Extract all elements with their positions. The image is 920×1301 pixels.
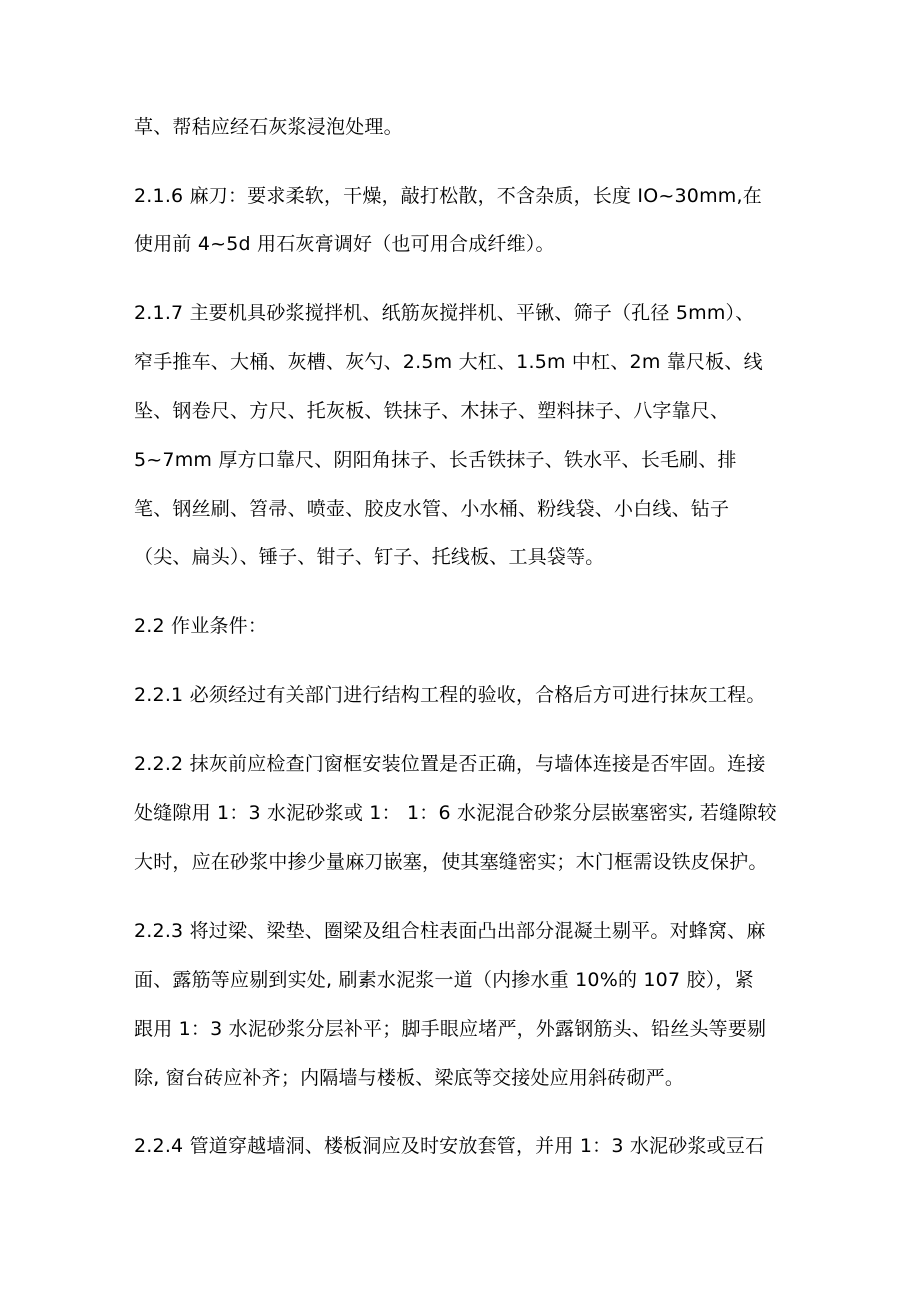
text-line: 2.2.1 必须经过有关部门进行结构工程的验收，合格后方可进行抹灰工程。 bbox=[134, 684, 766, 706]
text-line: 草、帮秸应经石灰浆浸泡处理。 bbox=[134, 116, 403, 138]
text-line: 面、露筋等应剔到实处, 刷素水泥浆一道（内掺水重 10%的 107 胶），紧 bbox=[134, 969, 754, 991]
text-line: 5~7mm 厚方口靠尺、阴阳角抹子、长舌铁抹子、铁水平、长毛刷、排 bbox=[134, 449, 737, 471]
text-line: 处缝隙用 1：3 水泥砂浆或 1： 1：6 水泥混合砂浆分层嵌塞密实, 若缝隙较 bbox=[134, 802, 777, 824]
text-line: 2.2.2 抹灰前应检查门窗框安装位置是否正确，与墙体连接是否牢固。连接 bbox=[134, 753, 766, 775]
text-line: 坠、钢卷尺、方尺、托灰板、铁抹子、木抹子、塑料抹子、八字靠尺、 bbox=[134, 400, 730, 422]
text-line: 2.2.3 将过梁、梁垫、圈梁及组合柱表面凸出部分混凝土剔平。对蜂窝、麻 bbox=[134, 920, 766, 942]
text-line: 除, 窗台砖应补齐；内隔墙与楼板、梁底等交接处应用斜砖砌严。 bbox=[134, 1067, 685, 1089]
section-heading: 2.2 作业条件： bbox=[134, 615, 268, 637]
text-line: 跟用 1：3 水泥砂浆分层补平；脚手眼应堵严，外露钢筋头、铅丝头等要剔 bbox=[134, 1018, 767, 1040]
text-line: （尖、扁头）、锤子、钳子、钉子、托线板、工具袋等。 bbox=[134, 546, 605, 568]
text-line: 2.1.6 麻刀：要求柔软，干燥，敲打松散，不含杂质，长度 IO~30mm,在 bbox=[134, 185, 762, 207]
text-line: 大时，应在砂浆中掺少量麻刀嵌塞，使其塞缝密实；木门框需设铁皮保护。 bbox=[134, 851, 768, 873]
text-line: 2.2.4 管道穿越墙洞、楼板洞应及时安放套管，并用 1：3 水泥砂浆或豆石 bbox=[134, 1135, 765, 1157]
text-line: 2.1.7 主要机具砂浆搅拌机、纸筋灰搅拌机、平锹、筛子（孔径 5mm）、 bbox=[134, 302, 755, 324]
text-line: 窄手推车、大桶、灰槽、灰勺、2.5m 大杠、1.5m 中杠、2m 靠尺板、线 bbox=[134, 351, 763, 373]
text-line: 笔、钢丝刷、笤帚、喷壶、胶皮水管、小水桶、粉线袋、小白线、钻子 bbox=[134, 498, 730, 520]
text-line: 使用前 4~5d 用石灰膏调好（也可用合成纤维）。 bbox=[134, 233, 555, 255]
